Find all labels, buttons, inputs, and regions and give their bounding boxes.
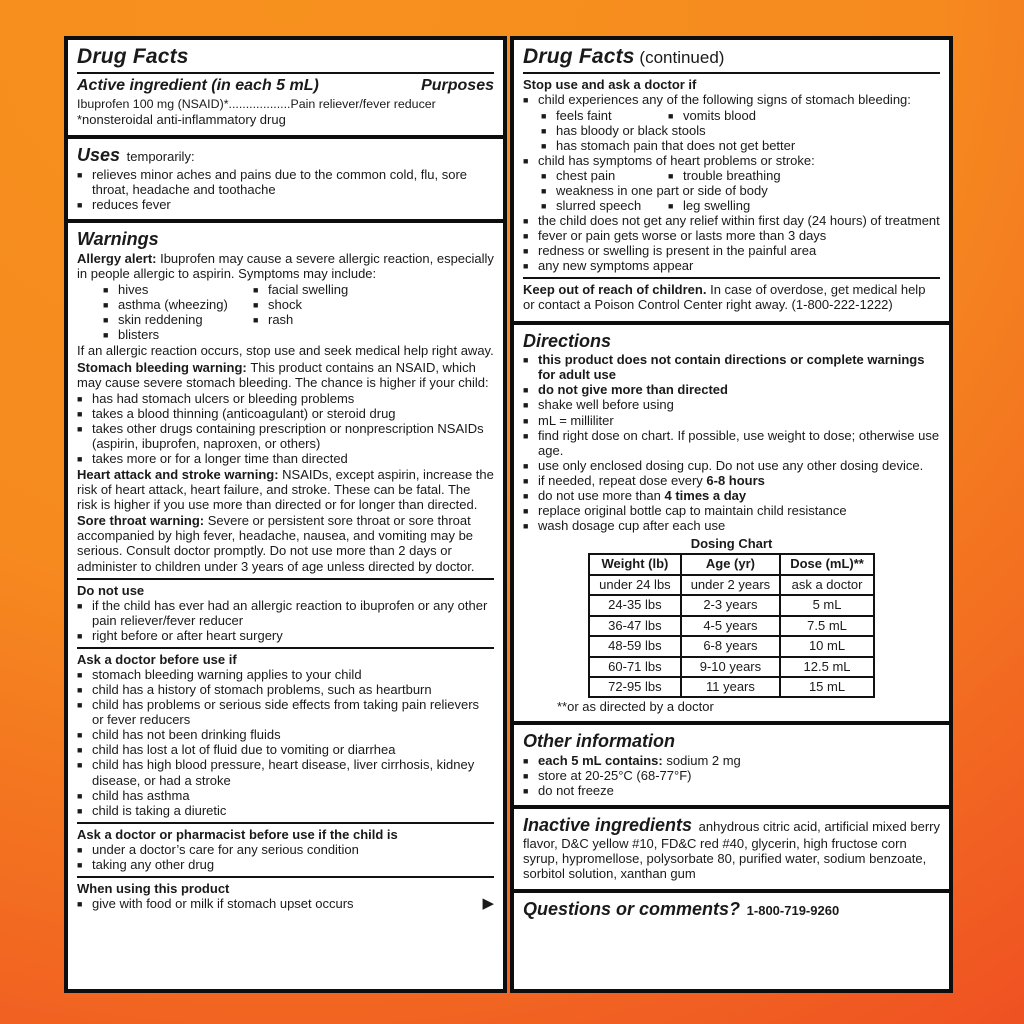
bullet-square-icon: ■ (523, 430, 529, 441)
symptom-text: shock (268, 297, 302, 313)
bullet-text: leg swelling (683, 197, 751, 213)
bullet-square-icon: ■ (253, 315, 259, 326)
bold-text-run: Allergy alert: (77, 250, 161, 266)
table-cell: 2-3 years (681, 595, 781, 615)
sub-heading: Ask a doctor or pharmacist before use if the child is (77, 826, 398, 842)
bullet-square-icon: ■ (103, 315, 109, 326)
text-run: stomach bleeding warning applies to your child (92, 667, 362, 683)
bullet-square-icon: ■ (523, 216, 529, 227)
bullet-item (77, 406, 494, 421)
bullet-item (523, 258, 940, 273)
bullet-square-icon: ■ (253, 300, 259, 311)
table-header-row (589, 554, 874, 574)
bullet-text (556, 108, 668, 123)
bold-text-run: Heart attack and stroke warning: (77, 467, 283, 483)
symptom-text: asthma (wheezing) (118, 297, 228, 313)
bullet-item (77, 421, 494, 451)
bullet-item (523, 413, 940, 428)
divider-rule (77, 822, 494, 824)
bullet-square-icon: ■ (77, 393, 83, 404)
text-run: reduces fever (92, 197, 171, 213)
text-run: store at 20-25°C (68-77°F) (538, 768, 692, 784)
bullet-item (541, 168, 940, 183)
bullet-square-icon: ■ (668, 170, 674, 181)
symptom-text: hives (118, 282, 149, 298)
label-panel (510, 321, 953, 726)
bullet-square-icon: ■ (523, 155, 529, 166)
section-header-line (523, 331, 940, 352)
dosing-chart-table (588, 553, 875, 698)
table-cell: 11 years (681, 677, 781, 697)
paragraph (77, 112, 494, 127)
bullet-square-icon: ■ (523, 771, 529, 782)
bullet-square-icon: ■ (541, 185, 547, 196)
bullet-item (77, 451, 494, 466)
bullet-square-icon: ■ (523, 521, 529, 532)
text-run: right before or after heart surgery (92, 627, 283, 643)
text-run: In case of overdose, get medical help or contact a Poison Control Center right away. (1-800-222-1222) (523, 282, 926, 313)
text-run: chest pain (556, 167, 616, 183)
text-run: sodium 2 mg (666, 753, 741, 769)
bullet-square-icon: ■ (103, 330, 109, 341)
bullet-item (77, 667, 494, 682)
sub-heading: Stop use and ask a doctor if (523, 77, 697, 93)
bullet-square-icon: ■ (668, 200, 674, 211)
bullet-item (541, 183, 940, 198)
text-run: fever or pain gets worse or lasts more than 3 days (538, 228, 827, 244)
bold-text-run: Stomach bleeding warning: (77, 359, 251, 375)
section-heading: Uses (77, 145, 121, 166)
bullet-item (77, 628, 494, 643)
bullet-item (541, 198, 940, 213)
bullet-item (523, 768, 940, 783)
bullet-square-icon: ■ (77, 805, 83, 816)
left-column (64, 36, 507, 993)
text-run: child has asthma (92, 787, 190, 803)
text-run: Severe or persistent sore throat or sore throat accompanied by high fever, headache, nausea, and vomiting may be serious. Consult doctor promptly. Do not use more than 2 days or administer to children under 3 years of age unless directed by doctor. (77, 513, 475, 574)
table-row (589, 575, 874, 595)
text-run: any new symptoms appear (538, 258, 694, 274)
text-run: child has high blood pressure, heart disease, liver cirrhosis, kidney disease, or had a stroke (92, 757, 475, 788)
table-cell: under 2 years (681, 575, 781, 595)
sub-heading: Ask a doctor before use if (77, 651, 237, 667)
section-heading-after-text: 1-800-719-9260 (743, 903, 840, 919)
bullet-square-icon: ■ (77, 408, 83, 419)
table-footnote: **or as directed by a doctor (557, 699, 714, 715)
bold-text-run: each 5 mL contains: (538, 753, 667, 769)
bullet-square-icon: ■ (668, 110, 674, 121)
label-panel (64, 135, 507, 223)
bullet-item (541, 123, 940, 138)
table-cell: 7.5 mL (780, 616, 874, 636)
bullet-item (77, 391, 494, 406)
text-run: child has problems or serious side effects from taking pain relievers or fever reducers (92, 697, 480, 728)
bullet-square-icon: ■ (77, 760, 83, 771)
symptom-row (103, 282, 494, 297)
bold-text-run: Sore throat warning: (77, 513, 208, 529)
bullet-square-icon: ■ (523, 261, 529, 272)
paragraph (77, 97, 494, 111)
bullet-square-icon: ■ (541, 200, 547, 211)
bold-text-run: 4 times a day (664, 487, 747, 503)
paragraph (77, 513, 494, 573)
text-run: give with food or milk if stomach upset occurs (92, 896, 354, 912)
bullet-square-icon: ■ (77, 859, 83, 870)
section-heading: Inactive ingredients (523, 815, 693, 836)
section-heading: Questions or comments? (523, 899, 741, 920)
text-run: child is taking a diuretic (92, 802, 227, 818)
divider-rule (523, 277, 940, 279)
bullet-item (523, 92, 940, 107)
symptom-text: rash (268, 312, 294, 328)
section-header-line (77, 229, 494, 250)
text-run: the child does not get any relief within first day (24 hours) of treatment (538, 213, 940, 229)
bullet-square-icon: ■ (77, 670, 83, 681)
bullet-item (77, 757, 494, 787)
drug-facts-title-text: Drug Facts (77, 45, 189, 68)
table-row (589, 595, 874, 615)
bullet-item (77, 742, 494, 757)
table-cell: 15 mL (780, 677, 874, 697)
text-run: Ibuprofen 100 mg (NSAID)*..................Pain reliever/fever reducer (77, 96, 436, 111)
table-cell: 48-59 lbs (589, 636, 681, 656)
purposes-label: Purposes (421, 77, 494, 95)
table-cell: 24-35 lbs (589, 595, 681, 615)
table-cell: under 24 lbs (589, 575, 681, 595)
table-cell: 60-71 lbs (589, 657, 681, 677)
divider-rule (77, 647, 494, 649)
text-run: if the child has ever had an allergic reaction to ibuprofen or any other pain reliever/fever reducer (92, 597, 488, 628)
section-heading-after-text: anhydrous citric acid, artificial mixed berry flavor, D&C yellow #10, FD&C red #40, glycerin, high fructose corn syrup, hypromellose, polysorbate 80, purified water, sodium benzoate, sorbitol solution, xanthan gum (523, 819, 940, 882)
bold-text-run: do not give more than directed (538, 382, 728, 398)
table-cell: 6-8 years (681, 636, 781, 656)
text-run: replace original bottle cap to maintain child resistance (538, 503, 847, 518)
bullet-text (556, 198, 668, 213)
label-panel (510, 721, 953, 809)
text-run: has bloody or black stools (556, 122, 706, 138)
bullet-square-icon: ■ (77, 200, 83, 211)
bullet-item (523, 352, 940, 382)
bullet-item (523, 753, 940, 768)
bullet-item (77, 857, 494, 872)
drug-facts-label (64, 36, 953, 993)
bullet-item (77, 197, 494, 212)
bullet-item (523, 503, 940, 518)
text-run: child experiences any of the following signs of stomach bleeding: (538, 92, 911, 108)
text-run: weakness in one part or side of body (556, 182, 768, 198)
bold-text-run: this product does not contain directions or complete warnings for adult use (538, 352, 925, 383)
table-cell: 4-5 years (681, 616, 781, 636)
section-heading-after-text: temporarily: (123, 149, 195, 165)
bullet-square-icon: ■ (77, 700, 83, 711)
text-run: has stomach pain that does not get better (556, 137, 796, 153)
section-heading: Directions (523, 330, 612, 351)
text-run: taking any other drug (92, 856, 215, 872)
bullet-square-icon: ■ (77, 844, 83, 855)
bullet-square-icon: ■ (77, 600, 83, 611)
symptom-text: facial swelling (268, 282, 349, 298)
bullet-item (77, 598, 494, 628)
bullet-item (523, 518, 940, 533)
text-run: child has not been drinking fluids (92, 727, 281, 743)
label-panel (510, 805, 953, 893)
text-run: do not freeze (538, 783, 614, 799)
text-run: child has symptoms of heart problems or stroke: (538, 152, 815, 168)
divider-rule (77, 578, 494, 580)
bullet-square-icon: ■ (253, 285, 259, 296)
table-cell: 72-95 lbs (589, 677, 681, 697)
bullet-item (541, 138, 940, 153)
table-cell: 36-47 lbs (589, 616, 681, 636)
text-run: NSAIDs, except aspirin, increase the risk of heart attack, heart failure, and stroke. These can be fatal. The risk is higher if you use more than directed or for longer than directed. (77, 467, 494, 513)
symptom-item (103, 327, 268, 343)
text-run: feels faint (556, 107, 612, 123)
section-heading: Warnings (77, 229, 159, 250)
symptom-row (103, 312, 494, 327)
symptom-row (103, 327, 494, 342)
table-row (589, 677, 874, 697)
table-cell: 12.5 mL (780, 657, 874, 677)
bullet-square-icon: ■ (77, 730, 83, 741)
symptom-row (103, 297, 494, 312)
text-run: child has a history of stomach problems, such as heartburn (92, 682, 432, 698)
bullet-item (523, 153, 940, 168)
text-run: takes a blood thinning (anticoagulant) or steroid drug (92, 405, 396, 421)
bullet-square-icon: ■ (523, 786, 529, 797)
bullet-item (523, 488, 940, 503)
text-run: wash dosage cup after each use (538, 518, 726, 534)
bullet-item (523, 243, 940, 258)
bullet-item (523, 458, 940, 473)
text-run: slurred speech (556, 197, 642, 213)
drug-facts-title (77, 45, 494, 74)
sub-heading: Do not use (77, 582, 145, 598)
text-run: takes other drugs containing prescription or nonprescription NSAIDs (aspirin, ibuprofen, naproxen, or others) (92, 420, 484, 451)
bullet-item (77, 727, 494, 742)
bullet-item (77, 697, 494, 727)
table-header-cell: Weight (lb) (589, 554, 681, 574)
bullet-square-icon: ■ (77, 685, 83, 696)
bullet-square-icon: ■ (523, 385, 529, 396)
sub-heading: When using this product (77, 881, 230, 897)
table-header-cell: Age (yr) (681, 554, 781, 574)
section-header-line (523, 815, 940, 881)
symptom-text: skin reddening (118, 312, 203, 328)
bullet-item (77, 682, 494, 697)
symptom-item (103, 312, 268, 328)
bullet-item (523, 228, 940, 243)
symptom-item (253, 282, 349, 298)
text-run: If an allergic reaction occurs, stop use and seek medical help right away. (77, 343, 494, 359)
active-ingredient-header (77, 77, 494, 96)
label-panel (64, 219, 507, 993)
dosing-chart-caption: Dosing Chart (690, 536, 773, 552)
text-run: child has lost a lot of fluid due to vomiting or diarrhea (92, 742, 396, 758)
bullet-square-icon: ■ (77, 745, 83, 756)
bullet-square-icon: ■ (77, 454, 83, 464)
bullet-text: vomits blood (683, 107, 756, 123)
symptom-item (103, 282, 268, 298)
table-cell: 9-10 years (681, 657, 781, 677)
paragraph (77, 360, 494, 390)
table-row (589, 657, 874, 677)
paragraph (77, 343, 494, 358)
text-run: *nonsteroidal anti-inflammatory drug (77, 112, 286, 128)
bullet-square-icon: ■ (77, 790, 83, 801)
bullet-item (523, 473, 940, 488)
text-run: Ibuprofen may cause a severe allergic reaction, especially in people allergic to aspirin. Symptoms may include: (77, 250, 494, 282)
table-header-cell: Dose (mL)** (780, 554, 874, 574)
bullet-text (556, 168, 668, 183)
bullet-item (523, 213, 940, 228)
bullet-square-icon: ■ (523, 400, 529, 411)
bullet-square-icon: ■ (77, 899, 83, 910)
section-header-line (523, 731, 940, 752)
bullet-square-icon: ■ (523, 231, 529, 242)
bullet-square-icon: ■ (523, 246, 529, 257)
symptom-item (253, 297, 302, 313)
drug-facts-title (523, 45, 940, 74)
bullet-square-icon: ■ (103, 285, 109, 296)
bullet-square-icon: ■ (523, 460, 529, 471)
bullet-square-icon: ■ (523, 490, 529, 501)
bullet-square-icon: ■ (541, 125, 547, 136)
bullet-square-icon: ■ (523, 475, 529, 486)
text-run: relieves minor aches and pains due to the common cold, flu, sore throat, headache and toothache (92, 167, 468, 198)
section-header-line (523, 899, 940, 920)
text-run: This product contains an NSAID, which may cause severe stomach bleeding. The chance is higher if your child: (77, 359, 489, 390)
text-run: redness or swelling is present in the painful area (538, 243, 817, 259)
bullet-item (523, 428, 940, 458)
bullet-square-icon: ■ (77, 170, 83, 181)
text-run: under a doctor’s care for any serious condition (92, 841, 359, 857)
bullet-item (77, 842, 494, 857)
bullet-square-icon: ■ (523, 415, 529, 426)
bullet-item (77, 167, 494, 197)
bullet-item (541, 108, 940, 123)
bullet-square-icon: ■ (523, 756, 529, 767)
label-panel (64, 36, 507, 139)
table-cell: 10 mL (780, 636, 874, 656)
bullet-square-icon: ■ (541, 140, 547, 151)
bullet-square-icon: ■ (77, 423, 83, 434)
text-run: if needed, repeat dose every (538, 472, 707, 488)
label-panel (510, 889, 953, 993)
bullet-item (77, 803, 494, 818)
bullet-square-icon: ■ (541, 170, 547, 181)
bold-text-run: Keep out of reach of children. (523, 282, 711, 298)
active-ingredient-label: Active ingredient (in each 5 mL) (77, 77, 319, 95)
table-cell: 5 mL (780, 595, 874, 615)
text-run: do not use more than (538, 487, 665, 503)
text-run: use only enclosed dosing cup. Do not use any other dosing device. (538, 457, 924, 473)
bullet-item (77, 896, 494, 911)
bullet-square-icon: ■ (77, 630, 83, 641)
bullet-item (523, 382, 940, 397)
text-run: has had stomach ulcers or bleeding problems (92, 390, 355, 406)
symptom-text: blisters (118, 327, 160, 343)
bold-text-run: 6-8 hours (706, 472, 765, 488)
paragraph (77, 251, 494, 281)
right-column (510, 36, 953, 993)
bullet-item (523, 783, 940, 798)
paragraph (77, 467, 494, 512)
table-cell: ask a doctor (780, 575, 874, 595)
bullet-item (523, 397, 940, 412)
table-row (589, 636, 874, 656)
drug-facts-title-text: Drug Facts (523, 45, 635, 68)
section-heading: Other information (523, 731, 675, 752)
divider-rule (77, 876, 494, 878)
bullet-square-icon: ■ (523, 95, 529, 106)
bullet-square-icon: ■ (541, 110, 547, 121)
table-row (589, 616, 874, 636)
text-run: takes more or for a longer time than directed (92, 451, 348, 466)
section-header-line (77, 145, 494, 166)
bullet-square-icon: ■ (523, 355, 529, 366)
paragraph (523, 282, 940, 312)
label-panel (510, 36, 953, 325)
text-run: shake well before using (538, 397, 674, 413)
text-run: mL = milliliter (538, 412, 614, 428)
text-run: find right dose on chart. If possible, use weight to dose; otherwise use age. (538, 427, 940, 458)
bullet-square-icon: ■ (103, 300, 109, 311)
drug-facts-continued-text: (continued) (634, 48, 725, 67)
bullet-text: trouble breathing (683, 167, 781, 183)
symptom-item (253, 312, 294, 328)
symptom-item (103, 297, 268, 313)
bullet-square-icon: ■ (523, 506, 529, 516)
bullet-item (77, 788, 494, 803)
continued-arrow-icon: ▶ (482, 894, 494, 912)
